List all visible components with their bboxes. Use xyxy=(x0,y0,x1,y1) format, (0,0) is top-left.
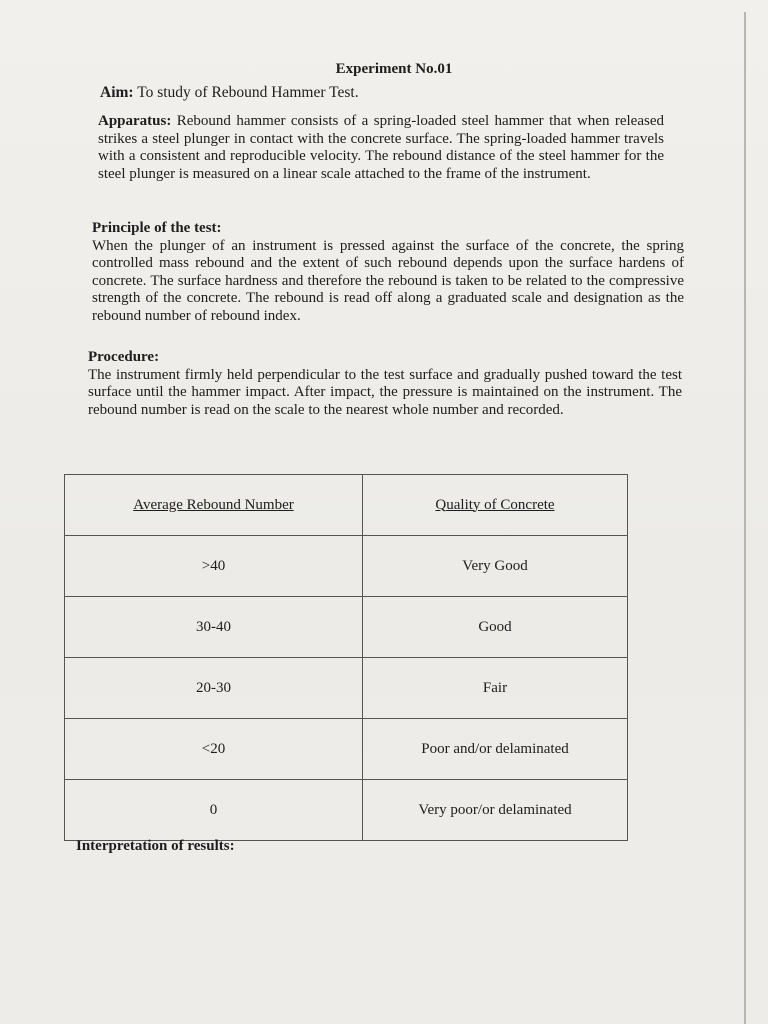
header-quality: Quality of Concrete xyxy=(435,496,555,513)
table-header-cell xyxy=(363,475,628,536)
table-row xyxy=(65,658,628,719)
page-edge xyxy=(744,12,746,1024)
principle-heading: Principle of the test: xyxy=(92,220,222,236)
table-cell: <20 xyxy=(65,719,363,780)
table-row xyxy=(65,597,628,658)
procedure-section xyxy=(88,349,682,419)
rebound-quality-table xyxy=(64,474,628,841)
table-header-cell xyxy=(65,475,363,536)
aim-section xyxy=(100,84,660,102)
table-cell: >40 xyxy=(65,536,363,597)
procedure-text: The instrument firmly held perpendicular to the test surface and gradually pushed toward the test surface until the hammer impact. After impact, the pressure is maintained on the instrument. The rebound number is read on the scale to the nearest whole number and recorded. xyxy=(88,366,682,418)
table-cell: Very poor/or delaminated xyxy=(363,780,628,841)
table-cell: Good xyxy=(363,597,628,658)
aim-text: To study of Rebound Hammer Test. xyxy=(137,84,359,101)
table-header-row xyxy=(65,475,628,536)
principle-section xyxy=(92,220,684,325)
principle-text: When the plunger of an instrument is pressed against the surface of the concrete, the spring controlled mass rebound and the extent of such rebound depends upon the surface hardens of concrete. The surface hardness and therefore the rebound is taken to be related to the compressive strength of the concrete. The rebound is read off along a graduated scale and designation as the rebound number of rebound index. xyxy=(92,237,684,324)
table-row xyxy=(65,780,628,841)
table-row xyxy=(65,536,628,597)
header-rebound-number: Average Rebound Number xyxy=(133,496,294,513)
aim-label: Aim: xyxy=(100,84,134,101)
table-row xyxy=(65,719,628,780)
table-cell: Fair xyxy=(363,658,628,719)
apparatus-section xyxy=(98,113,664,183)
table-cell: 0 xyxy=(65,780,363,841)
apparatus-label: Apparatus: xyxy=(98,113,172,129)
table-cell: Very Good xyxy=(363,536,628,597)
apparatus-text: Rebound hammer consists of a spring-loaded steel hammer that when released strikes a steel plunger in contact with the concrete surface. The spring-loaded hammer travels with a consistent and reproducible velocity. The rebound distance of the steel hammer for the steel plunger is measured on a linear scale attached to the frame of the instrument. xyxy=(98,113,664,182)
table-cell: 30-40 xyxy=(65,597,363,658)
interpretation-heading: Interpretation of results: xyxy=(76,838,235,854)
procedure-heading: Procedure: xyxy=(88,349,160,365)
experiment-title: Experiment No.01 xyxy=(335,61,453,77)
table-cell: 20-30 xyxy=(65,658,363,719)
table-cell: Poor and/or delaminated xyxy=(363,719,628,780)
